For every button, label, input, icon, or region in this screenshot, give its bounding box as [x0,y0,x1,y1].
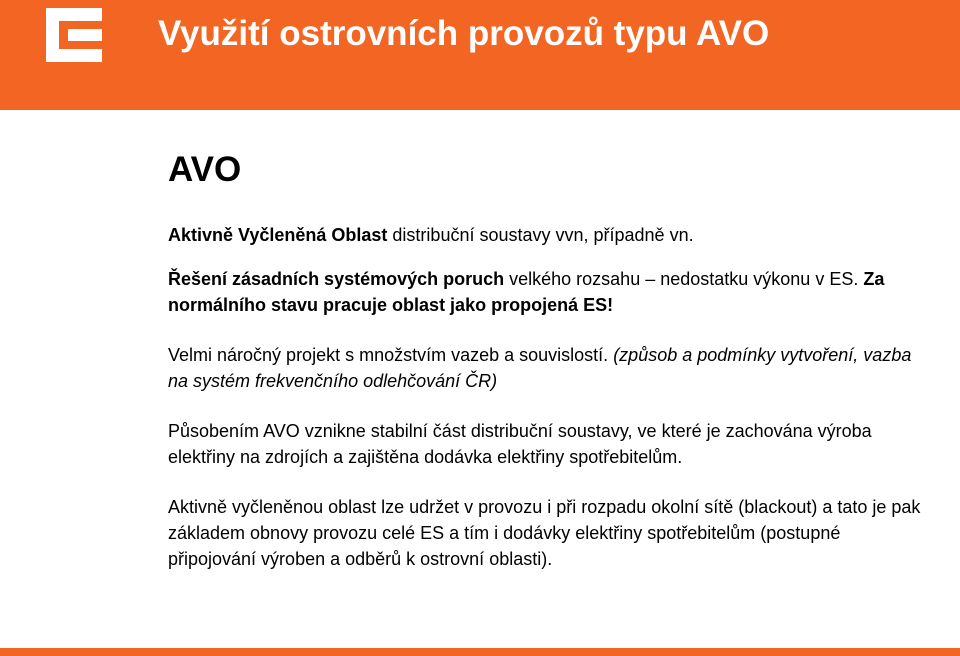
complexity-text: Velmi náročný projekt s množstvím vazeb a souvislostí. [168,345,614,365]
cez-logo-icon [46,8,102,62]
purpose-bold-normal-state: Za normálního stavu pracuje oblast jako propojená ES! [168,269,885,315]
purpose-bold: Řešení zásadních systémových poruch [168,269,505,289]
purpose-mid: velkého rozsahu – nedostatku výkonu v ES. [504,269,864,289]
paragraph-blackout: Aktivně vyčleněnou oblast lze udržet v provozu i při rozpadu okolní sítě (blackout) a tato je pak základem obnovy provozu celé ES a tím i dodávky elektřiny spotřebitelům (postupné připojování výroben a odběrů k ostrovní oblasti). [168,497,921,569]
header-bar [0,0,960,110]
paragraph-purpose [168,266,928,318]
footer-line [0,648,960,656]
slide-title: Využití ostrovních provozů typu AVO [158,14,770,53]
section-heading: AVO [168,150,242,189]
paragraph-effect: Působením AVO vznikne stabilní část distribuční soustavy, ve které je zachována výroba elektřiny na zdrojích a zajištěna dodávka elektřiny spotřebitelům. [168,421,872,467]
slide-content [168,150,928,596]
paragraph-definition [168,222,928,248]
paragraph-complexity [168,342,928,394]
complexity-italic-note: (způsob a podmínky vytvoření, vazba na systém frekvenčního odlehčování ČR) [168,345,912,391]
avo-definition-rest: distribuční soustavy vvn, případně vn. [387,225,694,245]
avo-definition-bold: Aktivně Vyčleněná Oblast [168,225,388,245]
